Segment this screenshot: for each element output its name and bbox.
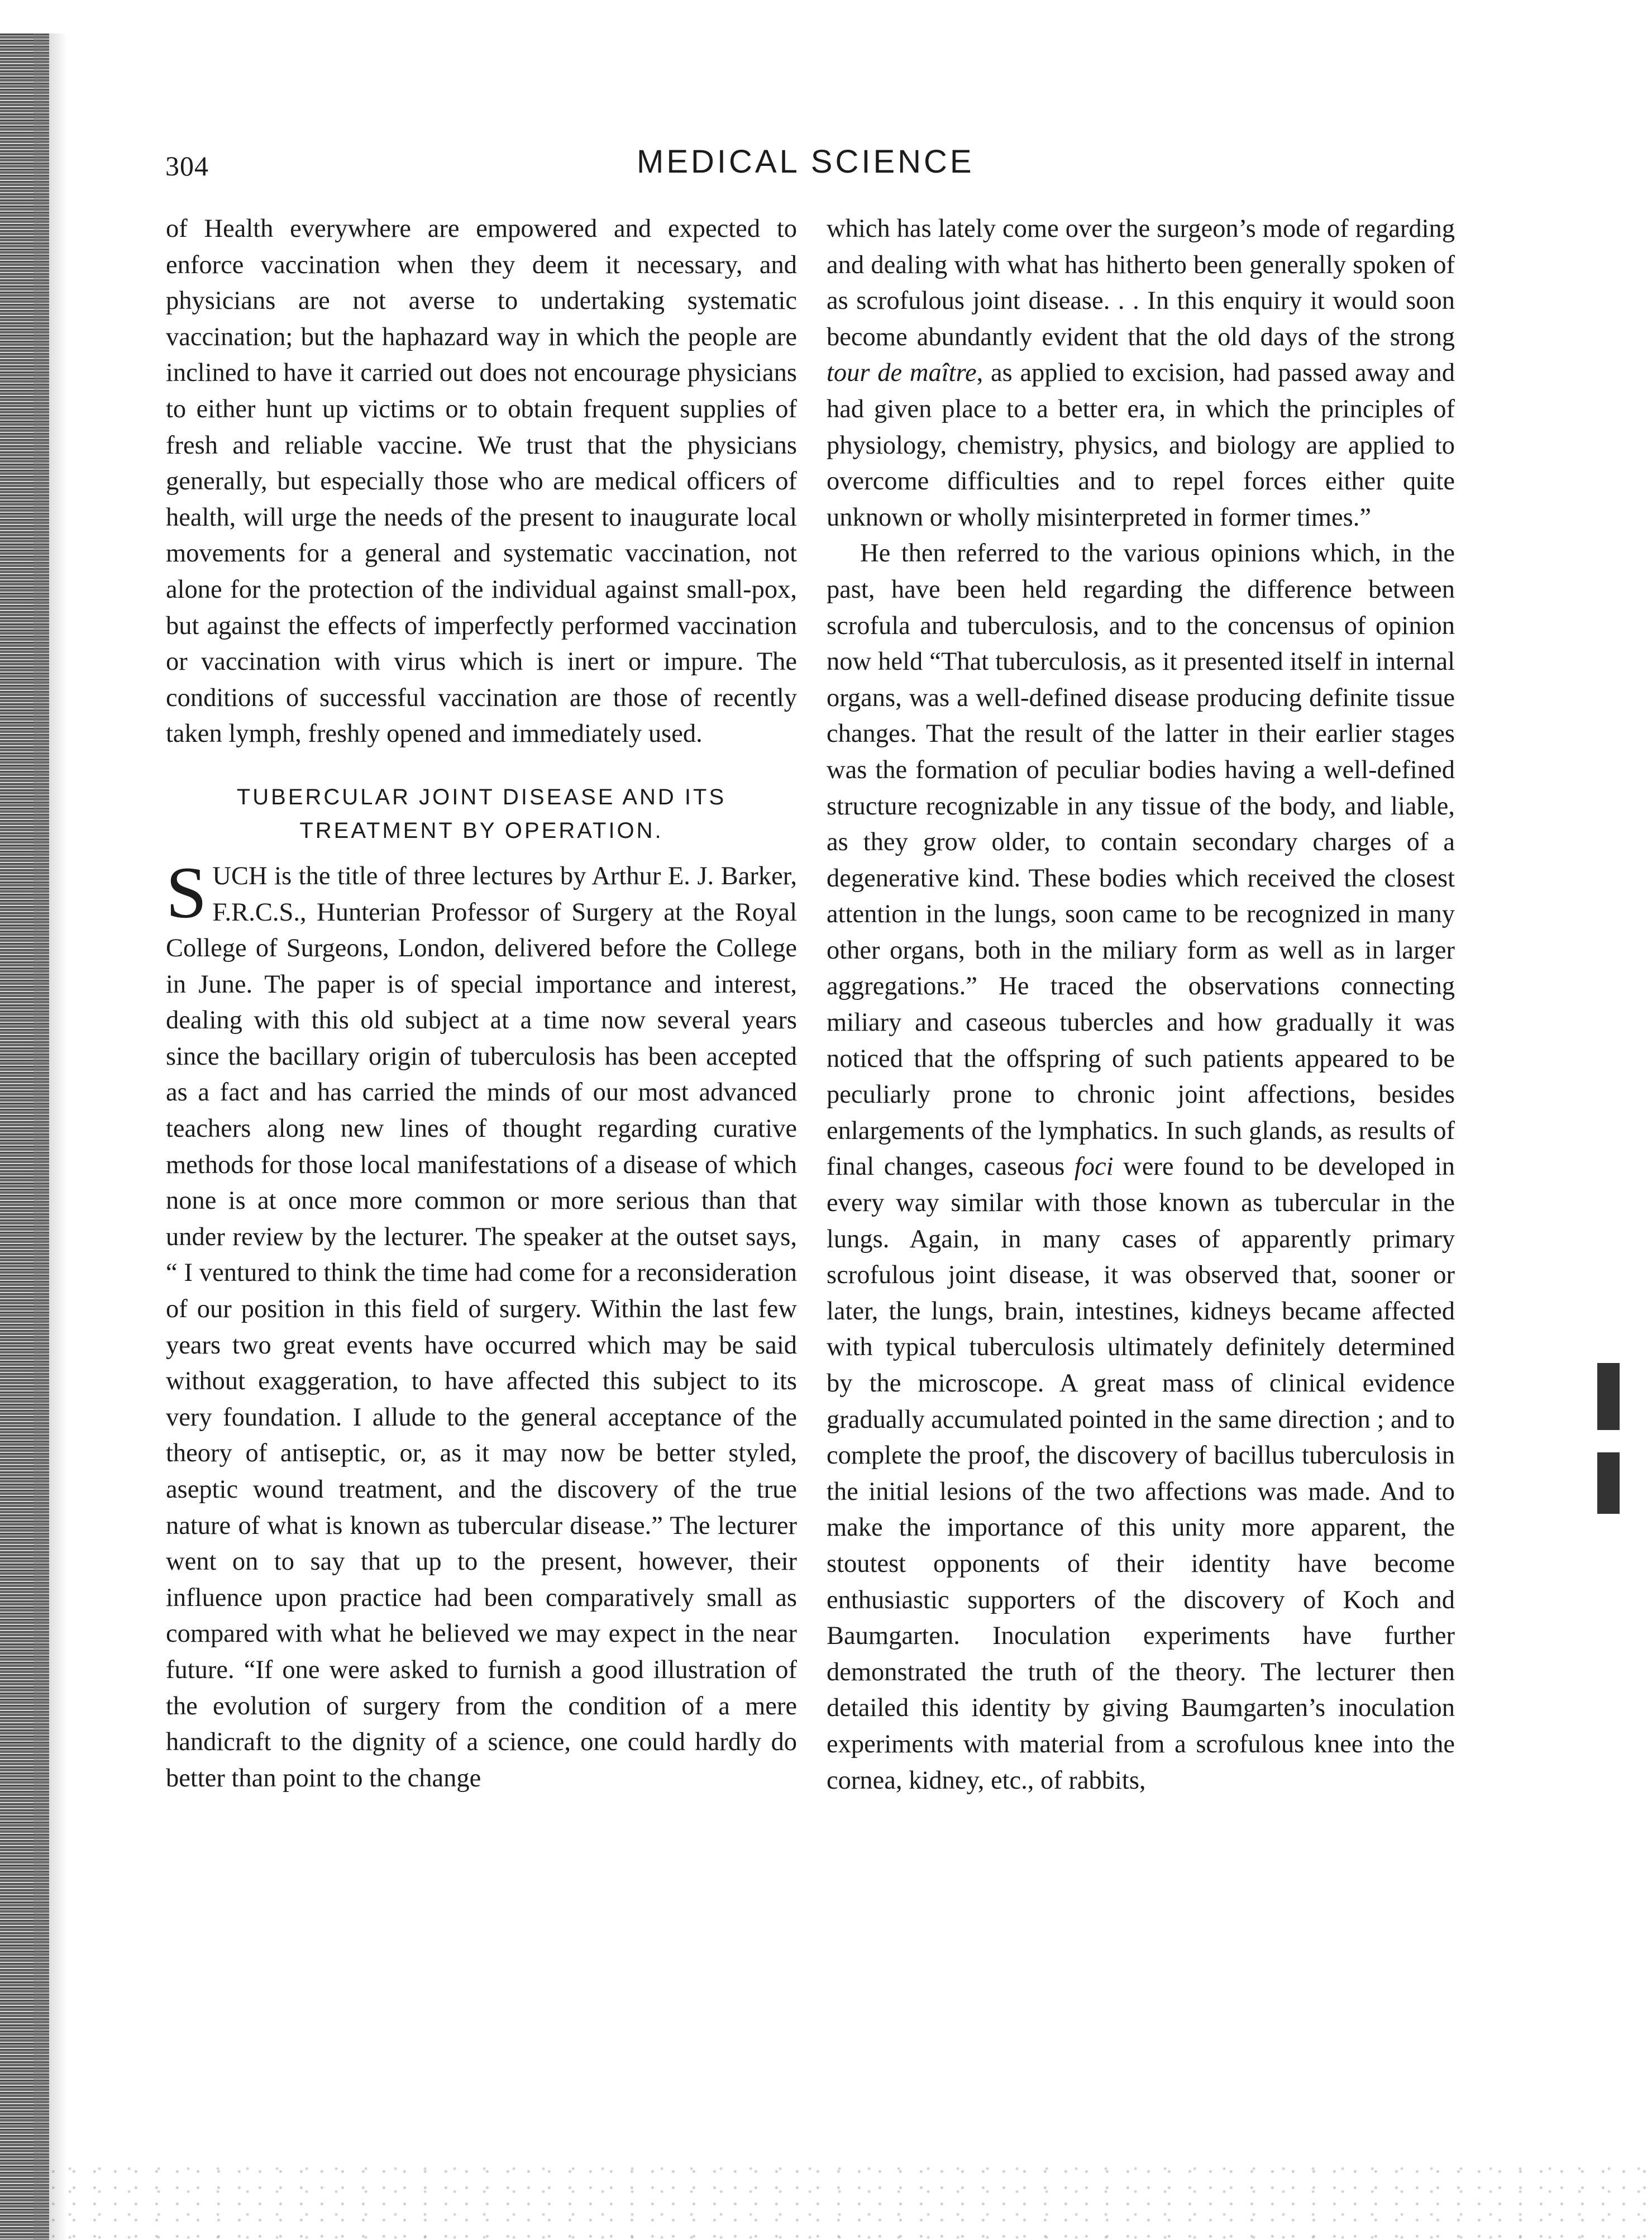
paragraph: of Health everywhere are empowered and expected to enforce vaccination when they deem it necessary, and physicians are not averse to undertaking systematic vaccination; but the haphazard way in which the people are inclined to have it carried out does not encourage physicians to either hunt up victims or to obtain frequent supplies of fresh and reliable vaccine. We trust that the physicians generally, but especially those who are medical officers of health, will urge the needs of the present to inaugurate local movements for a general and systematic vaccination, not alone for the protection of the individual against small-pox, but against the effects of imperfectly performed vaccination or vaccination with virus which is inert or impure. The conditions of successful vaccination are those of recently taken lymph, freshly opened and immediately used. [166,215,797,749]
italic-phrase: tour de maître [827,359,977,388]
section-title [166,780,797,847]
paragraph [827,211,1455,536]
margin-mark [1597,1452,1620,1514]
paragraph-text: which has lately come over the surgeon’s mode of regarding and dealing with what has hitherto been generally spoken of as scrofulous joint disease. . . In this enquiry it would soon become abundantly evident that the old days of the strong [827,215,1455,351]
running-head: MEDICAL SCIENCE [637,144,975,180]
scan-noise [49,2162,1652,2240]
margin-mark [1597,1363,1620,1430]
paragraph-text: , as applied to excision, had passed away and had given place to a better era, in which the principles of physiology, chemistry, physics, and biology are applied to overcome difficulties and to repel forces either quite unknown or wholly misinterpreted in former times.” [827,359,1455,532]
paragraph-text: UCH is the title of three lectures by Arthur E. J. Barker, F.R.C.S., Hunterian Professor of Surgery at the Royal College of Surgeons, London, delivered before the College in June. The paper is of special importance and interest, dealing with this old subject at a time now several years since the bacillary origin of tuberculosis has been accepted as a fact and has carried the minds of our most advanced teachers along new lines of thought regarding curative methods for those local manifestations of a disease of which none is at once more common or more serious than that under review by the lecturer. The speaker at the outset says, “ I ventured to think the time had come for a reconsideration of our position in this field of surgery. Within the last few years two great events have occurred which may be said without exaggeration, to have affected this subject to its very foundation. I allude to the general acceptance of the theory of antiseptic, or, as it may now be better styled, aseptic wound treatment, and the discovery of the true nature of what is known as tubercular disease.” The lecturer went on to say that up to the present, however, their influence upon practice had been comparatively small as compared with what he believed we may expect in the near future. “If one were asked to furnish a good illustration of the evolution of surgery from the condition of a mere handicraft to the dignity of a science, one could hardly do better than point to the change [166,861,797,1793]
right-column [827,211,1455,1799]
section-title-line: TREATMENT BY OPERATION. [299,818,663,843]
paragraph [166,851,797,1796]
section-title-line: TUBERCULAR JOINT DISEASE AND ITS [236,784,727,809]
paragraph-text: were found to be developed in every way similar with those known as tubercular in the lungs. Again, in many cases of apparently primary scrofulous joint disease, it was observed that, sooner or later, the lungs, brain, intestines, kidneys became affected with typical tuberculosis ultimately definitely determined by the microscope. A great mass of clinical evidence gradually accumulated pointed in the same direction ; and to complete the proof, the discovery of bacillus tuberculosis in the initial lesions of the two affections was made. And to make the importance of this unity more apparent, the stoutest opponents of their identity have become enthusiastic supporters of the discovery of Koch and Baumgarten. Inoculation experiments have further demonstrated the truth of the theory. The lecturer then detailed this identity by giving Baumgarten’s inoculation experiments with material from a scrofulous knee into the cornea, kidney, etc., of rabbits, [827,1152,1455,1795]
paragraph [827,536,1455,1799]
left-column [166,211,797,1796]
binding-shadow [34,34,67,2240]
italic-phrase: foci [1074,1152,1114,1181]
drop-cap: S [166,851,207,933]
page-number: 304 [165,150,209,182]
paragraph-text: He then referred to the various opinions which, in the past, have been held regarding the difference between scrofula and tuberculosis, and to the concensus of opinion now held “That tuberculosis, as it presented itself in internal organs, was a well-defined disease producing definite tissue changes. That the result of the latter in their earlier stages was the formation of peculiar bodies having a well-defined structure recognizable in any tissue of the body, and liable, as they grow older, to contain secondary charges of a degenerative kind. These bodies which received the closest attention in the lungs, soon came to be recognized in many other organs, both in the miliary form as well as in larger aggregations.” He traced the observations connecting miliary and caseous tubercles and how gradually it was noticed that the offspring of such patients appeared to be peculiarly prone to chronic joint affections, besides enlargements of the lymphatics. In such glands, as results of final changes, caseous [827,539,1455,1181]
